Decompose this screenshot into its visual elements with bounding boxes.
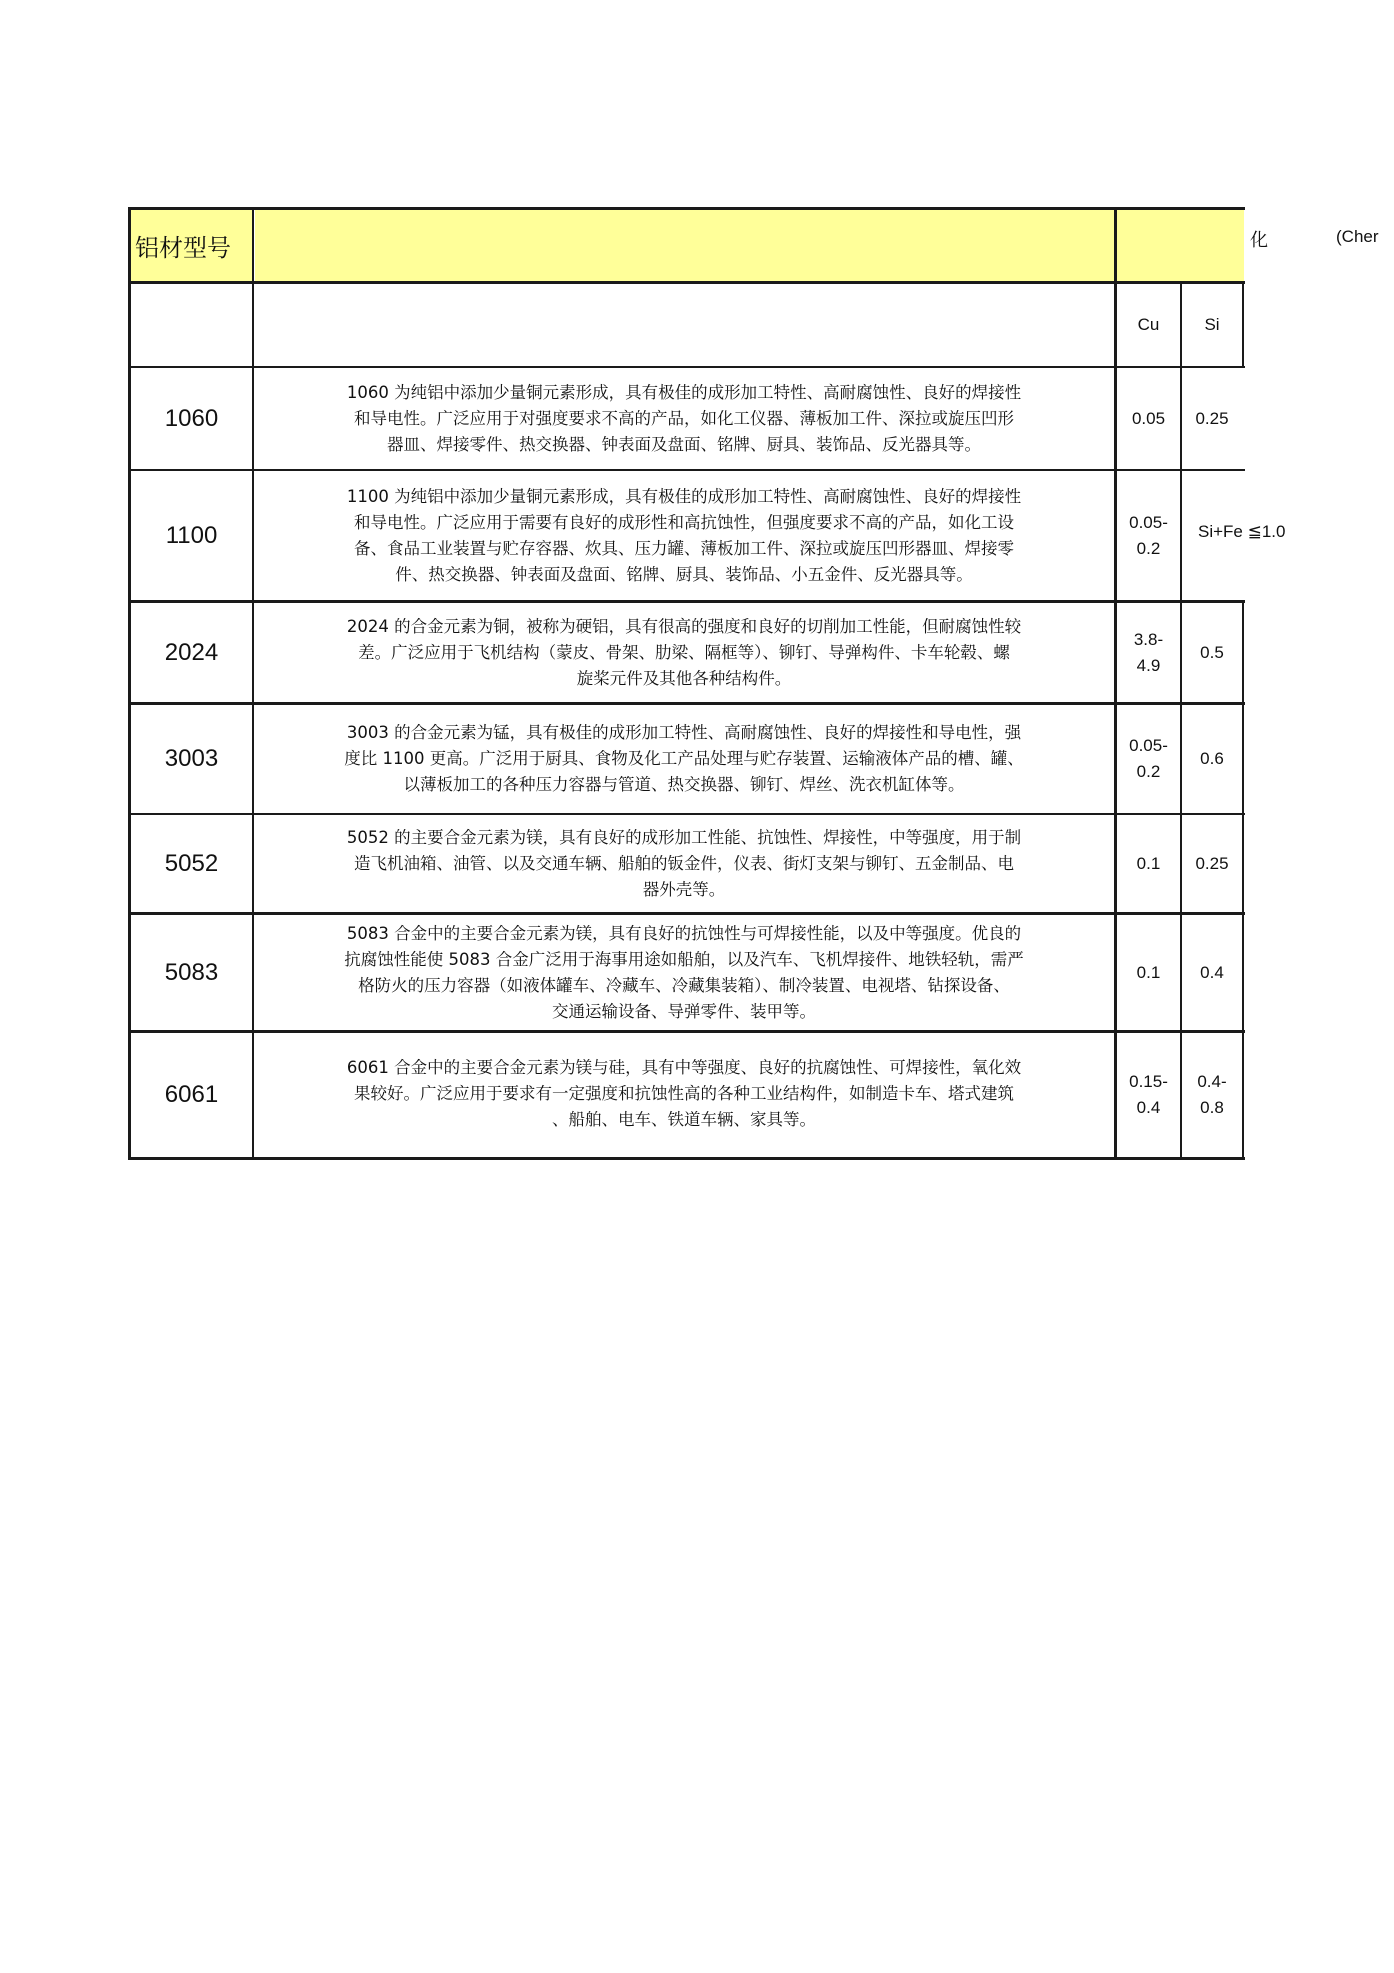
row-cu: 0.1 xyxy=(1136,962,1161,982)
row-si: 0.25 xyxy=(1195,408,1229,428)
grid-line xyxy=(1242,600,1244,1160)
row-description-line: 和导电性。广泛应用于需要有良好的成形性和高抗蚀性，但强度要求不高的产品，如化工设 xyxy=(354,512,1014,532)
row-si: 0.5 xyxy=(1200,642,1224,662)
row-model: 6061 xyxy=(164,1081,219,1108)
row-description-line: 抗腐蚀性能使 5083 合金广泛用于海事用途如船舶，以及汽车、飞机焊接件、地铁轻轨，需严 xyxy=(344,949,1024,969)
row-description xyxy=(254,368,1114,469)
row-description-line: 交通运输设备、导弹零件、装甲等。 xyxy=(552,1001,816,1021)
row-description-line: 旋桨元件及其他各种结构件。 xyxy=(576,668,792,688)
grid-line xyxy=(128,281,1245,284)
row-si: 0.4- 0.8 xyxy=(1197,1072,1227,1117)
row-description-line: 度比 1100 更高。广泛用于厨具、食物及化工产品处理与贮存装置、运输液体产品的槽、罐、 xyxy=(344,749,1024,768)
row-cu: 0.05- 0.2 xyxy=(1129,736,1168,781)
row-model: 2024 xyxy=(164,638,219,666)
row-cu: 0.1 xyxy=(1136,853,1161,873)
row-description xyxy=(254,705,1114,813)
row-description-line: 备、食品工业装置与贮存容器、炊具、压力罐、薄板加工件、深拉或旋压凹形器皿、焊接零 xyxy=(354,538,1014,558)
row-description-line: 5052 的主要合金元素为镁，具有良好的成形加工性能、抗蚀性、焊接性，中等强度，用于制 xyxy=(346,827,1022,847)
row-model: 5083 xyxy=(164,958,219,986)
row-model: 1100 xyxy=(165,521,218,549)
header-fill-composition xyxy=(1117,209,1244,281)
row-si: 0.4 xyxy=(1200,962,1224,982)
row-cu: 3.8- 4.9 xyxy=(1133,629,1164,675)
row-si: 0.6 xyxy=(1200,749,1224,768)
row-description-line: 差。广泛应用于飞机结构（蒙皮、骨架、肋梁、隔框等）、铆钉、导弹构件、卡车轮毂、螺 xyxy=(358,642,1010,662)
row-description-line: 2024 的合金元素为铜，被称为硬铝，具有很高的强度和良好的切削加工性能，但耐腐蚀性较 xyxy=(346,616,1022,636)
subheader-si: Si xyxy=(1204,315,1220,334)
row-description-line: 格防火的压力容器（如液体罐车、冷藏车、冷藏集装箱）、制冷装置、电视塔、钻探设备、 xyxy=(358,975,1010,995)
row-model: 3003 xyxy=(164,745,219,772)
grid-line xyxy=(1242,283,1244,368)
row-description-line: 果较好。广泛应用于要求有一定强度和抗蚀性高的各种工业结构件，如制造卡车、塔式建筑 xyxy=(354,1084,1014,1103)
row-description-line: 1100 为纯铝中添加少量铜元素形成，具有极佳的成形加工特性、高耐腐蚀性、良好的焊接性 xyxy=(346,486,1022,506)
grid-line xyxy=(128,1157,1245,1160)
row-description xyxy=(254,815,1114,912)
row-cu: 0.05- 0.2 xyxy=(1129,512,1168,558)
row-description-line: 5083 合金中的主要合金元素为镁，具有良好的抗蚀性与可焊接性能，以及中等强度。优良的 xyxy=(346,923,1022,943)
row-description-line: 以薄板加工的各种压力容器与管道、热交换器、铆钉、焊丝、洗衣机缸体等。 xyxy=(403,775,965,794)
row-cu: 0.05 xyxy=(1131,408,1166,428)
row-description-line: 3003 的合金元素为锰，具有极佳的成形加工特性、高耐腐蚀性、良好的焊接性和导电性，强 xyxy=(346,723,1022,742)
header-composition-fragment: 化 xyxy=(1250,230,1268,250)
row-description xyxy=(254,1033,1114,1157)
row-description-line: 造飞机油箱、油管、以及交通车辆、船舶的钣金件，仪表、街灯支架与铆钉、五金制品、电 xyxy=(354,853,1014,873)
row-description-line: 器皿、焊接零件、热交换器、钟表面及盘面、铭牌、厨具、装饰品、反光器具等。 xyxy=(387,434,981,454)
row-description xyxy=(254,915,1114,1030)
row-cu: 0.15- 0.4 xyxy=(1129,1072,1168,1117)
row-si: 0.25 xyxy=(1195,853,1229,873)
row-description-line: 器外壳等。 xyxy=(642,879,726,899)
row-description-line: 件、热交换器、钟表面及盘面、铭牌、厨具、装饰品、小五金件、反光器具等。 xyxy=(395,564,973,584)
row-description xyxy=(254,471,1114,600)
row-model: 5052 xyxy=(164,849,219,877)
header-composition-fragment-en: (Cher xyxy=(1336,227,1379,246)
subheader-cu: Cu xyxy=(1137,315,1160,334)
row-description-line: 6061 合金中的主要合金元素为镁与硅，具有中等强度、良好的抗腐蚀性、可焊接性，氧化效 xyxy=(346,1058,1022,1077)
row-model: 1060 xyxy=(164,404,219,432)
row-si: Si+Fe ≦1.0 xyxy=(1198,522,1286,541)
row-description-line: 和导电性。广泛应用于对强度要求不高的产品，如化工仪器、薄板加工件、深拉或旋压凹形 xyxy=(354,408,1014,428)
row-description xyxy=(254,603,1114,702)
header-description-label xyxy=(255,209,1115,281)
row-description-line: 1060 为纯铝中添加少量铜元素形成，具有极佳的成形加工特性、高耐腐蚀性、良好的焊接性 xyxy=(346,382,1022,402)
row-description-line: 、船舶、电车、铁道车辆、家具等。 xyxy=(552,1110,816,1129)
header-model-label: 铝材型号 xyxy=(135,233,231,262)
